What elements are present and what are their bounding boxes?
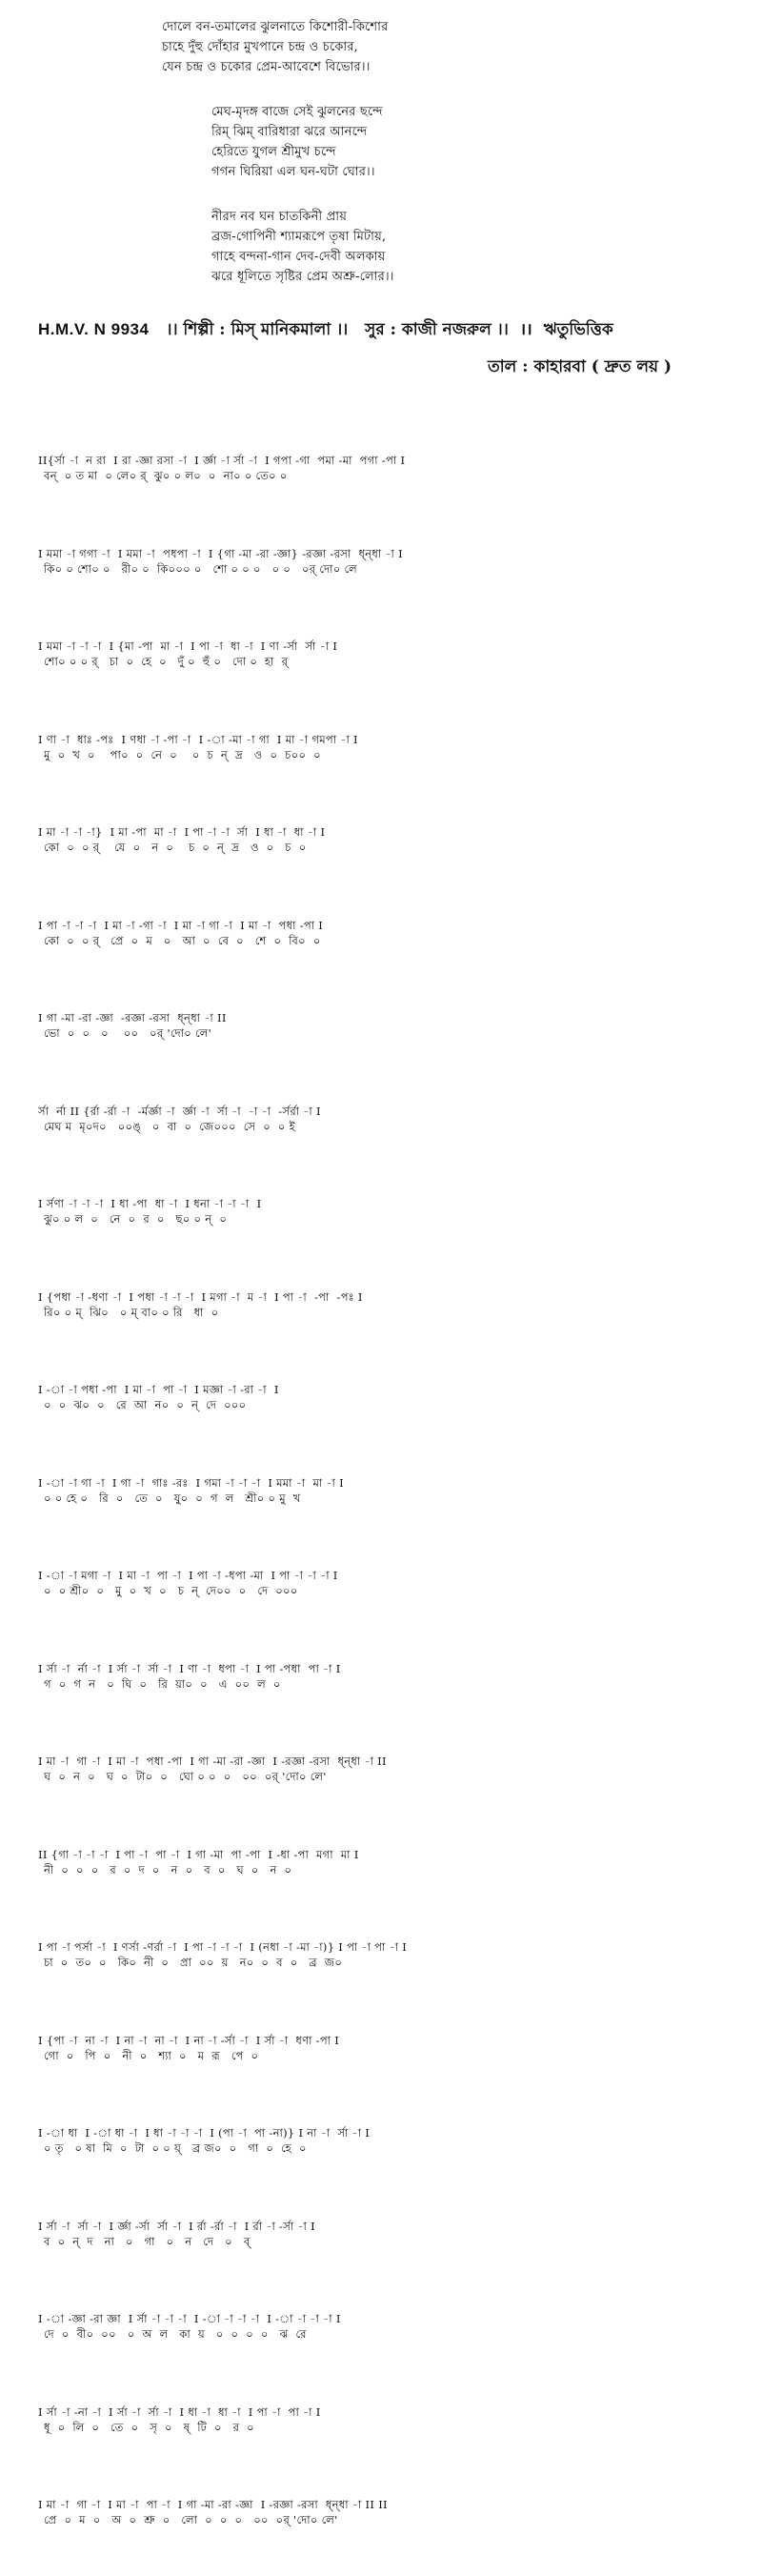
lyric-syllable-line: ০ ০ শ্রী০ ০ মু ০ খ ০ চ ন্‌ দে০০ ০ দে ০০০: [44, 1584, 298, 1597]
notation-row: [38, 918, 743, 948]
lyric-syllable-line: চা ০ ত০ ০ কি০ নী ০ প্রা ০০ য় ন০ ০ ব ০ ব্র জ০: [44, 1956, 343, 1969]
sargam-line: I মমা -া -া -া I {মা -পা মা -া I পা -া ধা -া I ণা -র্সা র্সা -া I: [38, 639, 338, 653]
lyrics-stanza-3: [162, 207, 657, 287]
lyric-syllable-line: শো০ ০ ০ র্‌ চা ০ হে ০ দুঁ ০ হুঁ ০ দো ০ হা র্‌: [44, 655, 289, 668]
lyric-syllable-line: ০ ০ ঝ০ ০ রে আ ন০ ০ ন্‌ দে ০০০: [44, 1398, 247, 1411]
notation-row: [38, 1568, 743, 1598]
sargam-line: I পা -া -া -া I মা -া -গা -া I মা -া গা -া I মা -া পধা -পা I: [38, 918, 324, 932]
notation-row: [38, 1939, 743, 1970]
lyrics-line: যেন চন্দ্র ও চকোর প্রেম-আবেশে বিভোর।।: [162, 60, 371, 74]
lyric-syllable-line: ব ০ ন্‌ দ না ০ গা ০ ন দে ০ ব্‌: [44, 2234, 251, 2248]
sargam-line: র্সা র্না II {র্রা -র্রা -া -র্মর্জ্ঞা -া র্জ্ঞা -া র্সা -া -া -া -র্সর্রা -া I: [38, 1104, 321, 1118]
sargam-line: I ণা -া ধাঃ -পঃ I ণধা -া -পা -া I -া -মা -া গা I মা -া গমপা -া I: [38, 732, 358, 746]
lyric-syllable-line: প্রে ০ ম ০ অ ০ শ্রু ০ লো ০ ০ ০ ০০ ০র্‌ 'দো০ লে': [44, 2513, 338, 2526]
notation-row: [38, 1289, 743, 1320]
lyric-syllable-line: মু ০ খ ০ পা০ ০ নে ০ ০ চ ন্‌ দ্র ও ০ চ০০ ০: [44, 747, 321, 761]
lyric-syllable-line: গো ০ পি ০ নী ০ শ্যা ০ ম রূ পে ০: [44, 2048, 259, 2062]
notation-row: [38, 2497, 743, 2527]
notation-row: [38, 2219, 743, 2249]
lyric-syllable-line: মেঘ ম মৃ০দ০ ০০ঙ্‌ ০ বা ০ জে০০০ সে ০ ০ ই: [44, 1119, 295, 1133]
lyrics-line: দোলে বন-তমালের ঝুলনাতে কিশোরী-কিশোর: [162, 20, 389, 34]
notation-row: [38, 1847, 743, 1877]
notation-row: [38, 732, 743, 762]
lyrics-line: হেরিতে যুগল শ্রীমুখ চন্দে: [211, 145, 336, 159]
notation-row: [38, 2033, 743, 2063]
notation-row: [38, 824, 743, 855]
notation-row: [38, 1010, 743, 1041]
sargam-line: I {পধা -া -ধণা -া I পধা -া -া -া I মগা -া ম -া I পা -া -পা -পঃ I: [38, 1289, 363, 1304]
notation-row: [38, 1754, 743, 1784]
lyric-syllable-line: ঝু০ ০ ল ০ নে ০ র ০ ছ০ ০ ন্‌ ০: [44, 1212, 228, 1226]
notation-row: [38, 2311, 743, 2342]
notation-row: [38, 1196, 743, 1227]
lyric-syllable-line: বন্‌ ০ ত মা ০ লে০ র্‌ ঝু০ ০ ল০ ০ না০ ০ তে০ ০: [44, 469, 288, 482]
singer-credit: ।। শিল্পী : মিস্‌ মানিকমালা ।।: [166, 320, 349, 339]
lyrics-line: রিম্‌ ঝিম্‌ বারিধারা ঝরে আনন্দে: [211, 125, 368, 139]
sargam-line: I মমা -া গগা -া I মমা -া পধপা -া I {গা -মা -রা -জ্ঞা} -রজ্ঞা -রসা ধ্‌ন্‌ধা -া I: [38, 546, 403, 560]
notation-row: [38, 2125, 743, 2156]
lyric-syllable-line: নী ০ ০ ০ র ০ দ ০ ন ০ ব ০ ঘ ০ ন ০: [44, 1862, 292, 1876]
lyrics-line: গগন ঘিরিয়া এল ঘন-ঘটা ঘোর।।: [211, 165, 375, 179]
lyrics-block: [162, 17, 657, 312]
sargam-line: I পা -া পর্সা -া I ণর্সা -ণর্রা -া I পা -া -া -া I (নধা -া -মা -া)} I পা -া পা -া I: [38, 1940, 408, 1954]
lyric-syllable-line: কো ০ ০ র্‌ যে ০ ন ০ চ ০ ন্‌ দ্র ও ০ চ ০: [44, 841, 307, 854]
notation-row: [38, 2404, 743, 2435]
composer-credit: সুর : কাজী নজরুল ।।: [365, 320, 509, 339]
sargam-line: II{র্সা -া ন রা I রা -জ্ঞা রসা -া I র্জ্ঞা -া র্সা -া I গপা -গা পমা -মা পগা -পা I: [38, 454, 406, 467]
notation-row: [38, 546, 743, 577]
lyrics-line: মেঘ-মৃদঙ্গ বাজে সেই ঝুলনের ছন্দে: [211, 105, 383, 119]
notation-row: [38, 453, 743, 483]
lyric-syllable-line: দে ০ বী০ ০০ ০ অ ল কা য় ০ ০ ০ ০ ঝ রে: [44, 2327, 307, 2341]
notation-row: [38, 1475, 743, 1506]
lyric-syllable-line: কো ০ ০ র্‌ প্রে ০ ম ০ আ ০ বে ০ শে ০ বি০ ০: [44, 933, 321, 947]
lyric-syllable-line: ঘ ০ ন ০ ঘ ০ টা০ ০ ঘো ০ ০ ০ ০০ ০র্‌ 'দো০ লে': [44, 1770, 327, 1783]
notation-row: [38, 1382, 743, 1412]
sargam-line: I -া ধা I -া ধা -া I ধা -া -া -া I (পা -া পা -না)} I না -া র্সা -া I: [38, 2126, 371, 2140]
lyrics-line: গাহে বন্দনা-গান দেব-দেবী অলকায়: [211, 250, 386, 264]
sargam-line: I মা -া গা -া I মা -া পধা -পা I গা -মা -রা -জ্ঞা I -রজ্ঞা -রসা ধ্‌ন্‌ধা -া II: [38, 1755, 387, 1768]
lyrics-line: নীরদ নব ঘন চাতকিনী প্রায়: [211, 210, 348, 224]
sargam-line: I র্সা -া -না -া I র্সা -া র্সা -া I ধা -া ধা -া I পা -া পা -া I: [38, 2404, 321, 2419]
lyric-syllable-line: ০ তৃ ০ ষা মি ০ টা ০ ০ য়্‌ ব্র জ০ ০ গা ০ হে ০: [44, 2141, 307, 2155]
sargam-line: I -া -া পধা -পা I মা -া পা -া I মজ্ঞা -া -রা -া I: [38, 1383, 279, 1396]
sargam-line: I র্সা -া র্সা -া I র্জ্ঞা -র্সা র্সা -া I র্রা -র্রা -া I র্রা -া -র্সা -া I: [38, 2219, 315, 2233]
lyrics-stanza-1: [162, 17, 657, 77]
sargam-line: I র্সণা -া -া -া I ধা -পা ধা -া I ধনা -া -া -া I: [38, 1197, 262, 1210]
sargam-line: I {পা -া না -া I না -া না -া I না -া -র্সা -া I র্সা -া ধণা -পা I: [38, 2033, 340, 2047]
lyric-syllable-line: কি০ ০ শো০ ০ রী০ ০ কি০০০ ০ শো ০ ০ ০ ০ ০ ০র্‌ দো০ লে: [44, 561, 358, 576]
lyric-syllable-line: ০ ০ হে ০ রি ০ তে ০ যু০ ০ গ ল শ্রী০ ০ মু খ: [44, 1491, 301, 1505]
lyrics-line: ঝরে ধূলিতে সৃষ্টির প্রেম অশ্রু-লোর।।: [211, 270, 394, 284]
record-number: H.M.V. N 9934: [38, 320, 150, 338]
sargam-line: I র্সা -া র্না -া I র্সা -া র্সা -া I ণা -া ধপা -া I পা -পধা পা -া I: [38, 1661, 341, 1675]
lyric-syllable-line: ধূ ০ লি ০ তে ০ সৃ ০ ষ্‌ টি ০ র ০: [44, 2420, 254, 2434]
notation-row: [38, 1661, 743, 1692]
lyric-syllable-line: রি০ ০ ম্‌ ঝি০ ০ ম্‌ বা০ ০ রি ধা ০: [44, 1305, 219, 1319]
taal-label: তাল : কাহারবা ( দ্রুত লয় ): [488, 357, 672, 376]
sargam-line: I মা -া -া -া} I মা -পা মা -া I পা -া -া র্সা I ধা -া ধা -া I: [38, 825, 326, 839]
genre-label: ঋতুভিত্তিক: [543, 320, 613, 339]
sargam-line: I মা -া গা -া I মা -া পা -া I গা -মা -রা -জ্ঞা I -রজ্ঞা -রসা ধ্‌ন্‌ধা -া II II: [38, 2498, 388, 2511]
lyric-syllable-line: গ ০ গ ন ০ ঘি ০ রি য়া০ ০ এ ০০ ল ০: [44, 1676, 281, 1691]
lyrics-line: চাহে দুঁহু দোঁহার মুখপানে চন্দ্র ও চকোর,: [162, 40, 359, 54]
lyrics-line: ব্রজ-গোপিনী শ্যামরূপে তৃষা মিটায়,: [211, 230, 387, 244]
lyric-syllable-line: ভো ০ ০ ০ ০০ ০র্‌ 'দো০ লে': [44, 1026, 212, 1040]
sargam-line: I -া -জ্ঞা -রা জ্ঞা I র্সা -া -া -া I -া -া -া -া I -া -া -া -া I: [38, 2312, 341, 2325]
sargam-line: I গা -মা -রা -জ্ঞা -রজ্ঞা -রসা ধ্‌ন্‌ধা -া II: [38, 1011, 227, 1024]
lyrics-stanza-2: [162, 102, 657, 182]
sargam-line: I -া -া মগা -া I মা -া পা -া I পা -া -ধপা -মা I পা -া -া -া I: [38, 1569, 338, 1582]
record-header: H.M.V. N 9934 ।। শিল্পী : মিস্‌ মানিকমালা ।। সুর : কাজী নজরুল ।। ।। ঋতুভিত্তিক: [38, 320, 613, 339]
sargam-line: I -া -া গা -া I গা -া গাঃ -রঃ I গমা -া -া -া I মমা -া মা -া I: [38, 1475, 344, 1490]
notation-row: [38, 1104, 743, 1134]
notation-row: [38, 639, 743, 669]
sargam-line: II {গা -া -া -া I পা -া পা -া I গা -মা পা -পা I -ধা -পা মগা মা I: [38, 1847, 359, 1861]
